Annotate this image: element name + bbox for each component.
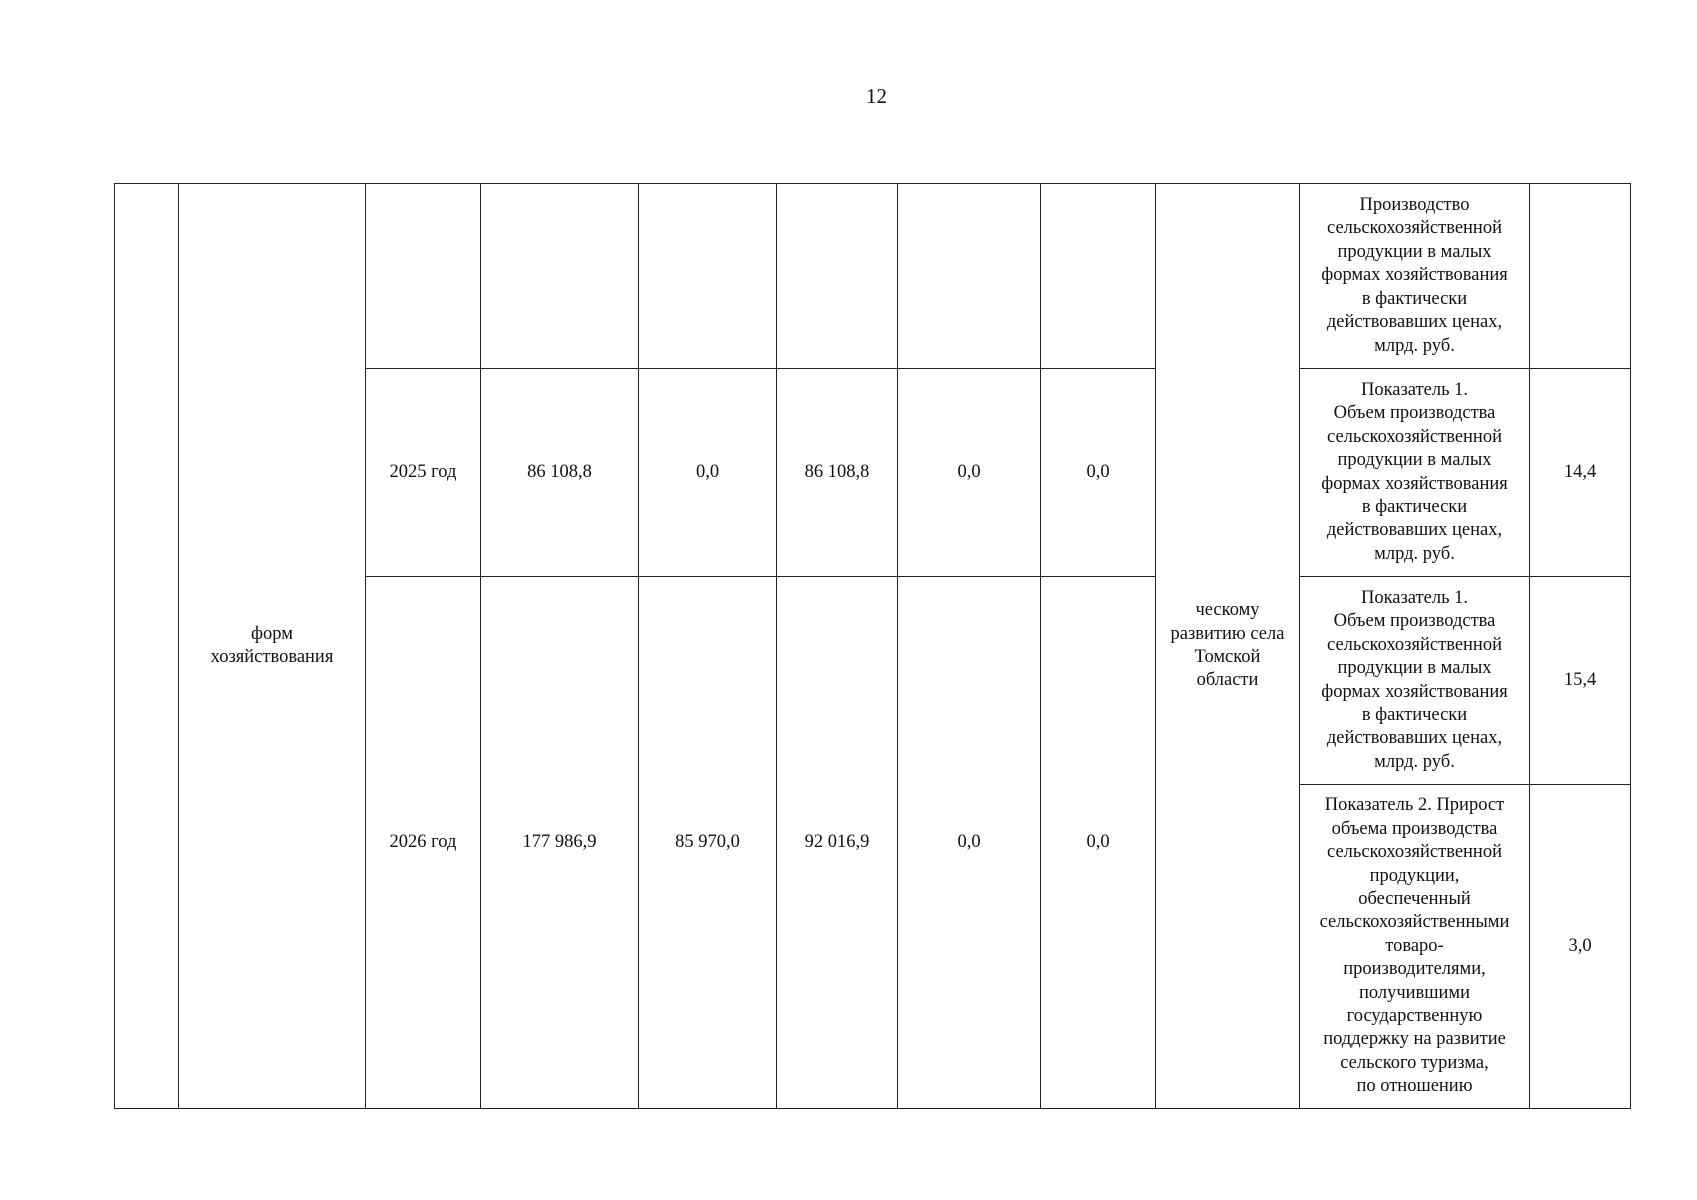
indicator-line: сельскохозяйственной [1327,634,1502,655]
other-cell: 0,0 [1041,577,1156,1109]
regional-cell: 92 016,9 [777,577,898,1109]
indicator-line: сельскохозяйственной [1327,426,1502,447]
indicator-line: млрд. руб. [1374,751,1455,772]
program-table [114,183,1631,1109]
indicator-line: объема производства [1331,818,1498,839]
indicator-line: сельского туризма, [1340,1052,1489,1073]
year-cell: 2025 год [366,369,481,577]
local-cell: 0,0 [898,577,1041,1109]
total-cell: 86 108,8 [481,369,639,577]
indicator-line: Показатель 1. [1360,587,1469,608]
total-cell [481,184,639,369]
other-cell [1041,184,1156,369]
year-cell [366,184,481,369]
indicator-line: товаро- [1385,935,1444,956]
indicator-value-cell: 3,0 [1530,785,1631,1109]
total-cell: 177 986,9 [481,577,639,1109]
indicator-line: Показатель 2. Прирост [1324,795,1505,816]
indicator-line: формах хозяйствования [1321,473,1508,494]
indicator-name-cell [1300,184,1530,369]
indicator-line: Объем производства [1333,611,1496,632]
indicator-line: в фактически [1361,704,1468,725]
target-name-line: области [1196,670,1259,691]
indicator-name-cell [1300,577,1530,785]
indicator-value-cell [1530,184,1631,369]
indicator-line: сельскохозяйственной [1327,842,1502,863]
indicator-value-cell: 15,4 [1530,577,1631,785]
indicator-line: Показатель 1. [1360,379,1469,400]
local-cell: 0,0 [898,369,1041,577]
indicator-line: формах хозяйствования [1321,681,1508,702]
indicator-line: продукции в малых [1337,658,1492,679]
indicator-line: продукции, [1369,865,1460,886]
indicator-line: сельскохозяйственной [1327,218,1502,239]
indicator-name-cell [1300,369,1530,577]
regional-cell: 86 108,8 [777,369,898,577]
page-number: 12 [866,84,887,108]
year-cell: 2026 год [366,577,481,1109]
indicator-line: млрд. руб. [1374,335,1455,356]
indicator-name-cell [1300,785,1530,1109]
federal-cell [639,184,777,369]
indicator-line: получившими [1358,982,1471,1003]
indicator-line: Объем производства [1333,403,1496,424]
indicator-line: производителями, [1343,959,1486,980]
row-number-cell [115,184,179,1109]
indicator-line: формах хозяйствования [1321,265,1508,286]
target-name-line: развитию села [1170,623,1285,644]
federal-cell: 0,0 [639,369,777,577]
indicator-line: по отношению [1356,1076,1473,1097]
indicator-line: продукции в малых [1337,450,1492,471]
indicator-line: в фактически [1361,496,1468,517]
indicator-value-cell: 14,4 [1530,369,1631,577]
target-name-line: Томской [1194,647,1261,667]
indicator-line: Производство [1359,195,1470,216]
other-cell: 0,0 [1041,369,1156,577]
program-name-cell [179,184,366,1109]
indicator-line: действовавших ценах, [1326,728,1503,749]
target-name-line: ческому [1195,600,1260,621]
indicator-line: действовавших ценах, [1326,520,1503,541]
indicator-line: млрд. руб. [1374,543,1455,564]
indicator-line: сельскохозяйственными [1319,912,1510,933]
indicator-line: в фактически [1361,288,1468,309]
indicator-line: поддержку на развитие [1323,1029,1506,1050]
federal-cell: 85 970,0 [639,577,777,1109]
table-row [115,184,1631,369]
regional-cell [777,184,898,369]
local-cell [898,184,1041,369]
program-name-line: хозяйствования [210,647,334,667]
indicator-line: государственную [1346,1006,1483,1027]
indicator-line: продукции в малых [1337,241,1492,262]
target-name-cell [1156,184,1300,1109]
indicator-line: обеспеченный [1358,888,1471,909]
indicator-line: действовавших ценах, [1326,312,1503,333]
program-name-line: форм [251,623,293,644]
